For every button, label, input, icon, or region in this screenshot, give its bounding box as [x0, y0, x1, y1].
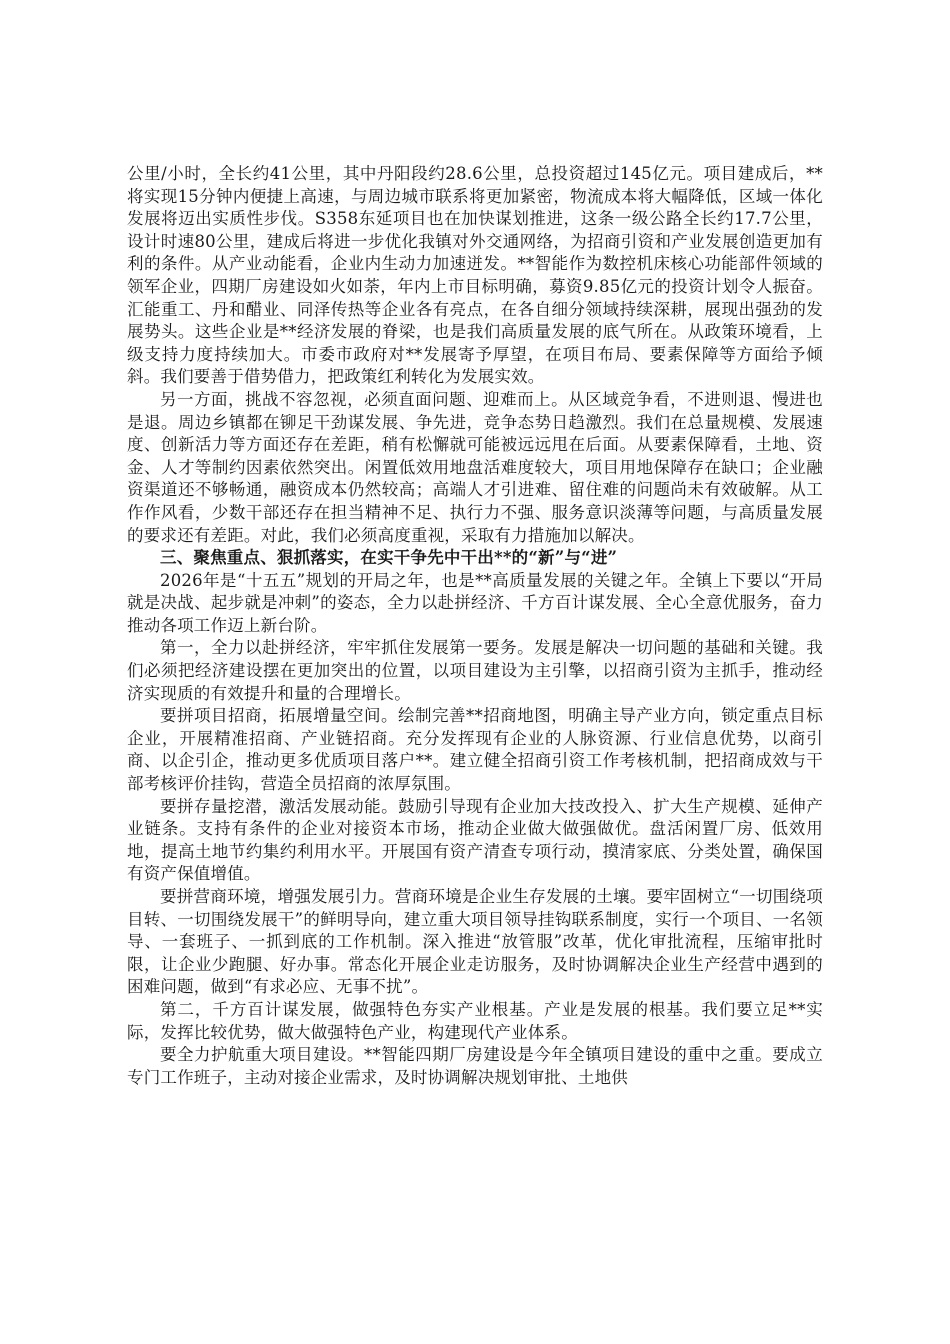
document-body	[127, 163, 823, 1089]
paragraph-project-investment: 要拼项目招商，拓展增量空间。绘制完善**招商地图，明确主导产业方向，锁定重点目标企业，开展精准招商、产业链招商。充分发挥现有企业的人脉资源、行业信息优势，以商引商、以企引企，推动更多优质项目落户**。建立健全招商引资工作考核机制，把招商成效与干部考核评价挂钩，营造全员招商的浓厚氛围。	[127, 706, 823, 794]
paragraph-existing-potential: 要拼存量挖潜，激活发展动能。鼓励引导现有企业加大技改投入、扩大生产规模、延伸产业链条。支持有条件的企业对接资本市场，推动企业做大做强做优。盘活闲置厂房、低效用地，提高土地节约集约利用水平。开展国有资产清查专项行动，摸清家底、分类处置，确保国有资产保值增值。	[127, 796, 823, 884]
paragraph-second-point: 第二，千方百计谋发展，做强特色夯实产业根基。产业是发展的根基。我们要立足**实际，发挥比较优势，做大做强特色产业，构建现代产业体系。	[127, 999, 823, 1042]
paragraph-first-point: 第一，全力以赴拼经济，牢牢抓住发展第一要务。发展是解决一切问题的基础和关键。我们必须把经济建设摆在更加突出的位置，以项目建设为主引擎，以招商引资为主抓手，推动经济实现质的有效提升和量的合理增长。	[127, 638, 823, 703]
paragraph-major-projects: 要全力护航重大项目建设。**智能四期厂房建设是今年全镇项目建设的重中之重。要成立专门工作班子，主动对接企业需求，及时协调解决规划审批、土地供	[127, 1045, 823, 1087]
paragraph-challenges: 另一方面，挑战不容忽视，必须直面问题、迎难而上。从区域竞争看，不进则退、慢进也是退。周边乡镇都在铆足干劲谋发展、争先进，竞争态势日趋激烈。我们在总量规模、发展速度、创新活力等方面还存在差距，稍有松懈就可能被远远甩在后面。从要素保障看，土地、资金、人才等制约因素依然突出。闲置低效用地盘活难度较大，项目用地保障存在缺口；企业融资渠道还不够畅通，融资成本仍然较高；高端人才引进难、留住难的问题尚未有效破解。从工作作风看，少数干部还存在担当精神不足、执行力不强、服务意识淡薄等问题，与高质量发展的要求还有差距。对此，我们必须高度重视，采取有力措施加以解决。	[127, 389, 823, 545]
paragraph-opportunities: 公里/小时，全长约41公里，其中丹阳段约28.6公里，总投资超过145亿元。项目建成后，**将实现15分钟内便捷上高速，与周边城市联系将更加紧密，物流成本将大幅降低，区域一体化发展将迈出实质性步伐。S358东延项目也在加快谋划推进，这条一级公路全长约17.7公里，设计时速80公里，建成后将进一步优化我镇对外交通网络，为招商引资和产业发展创造更加有利的条件。从产业动能看，企业内生动力加速迸发。**智能作为数控机床核心功能部件领域的领军企业，四期厂房建设如火如荼，年内上市目标明确，募资9.85亿元的投资计划令人振奋。汇能重工、丹和醋业、同泽传热等企业各有亮点，在各自细分领域持续深耕，展现出强劲的发展势头。这些企业是**经济发展的脊梁，也是我们高质量发展的底气所在。从政策环境看，上级支持力度持续加大。市委市政府对**发展寄予厚望，在项目布局、要素保障等方面给予倾斜。我们要善于借势借力，把政策红利转化为发展实效。	[127, 164, 823, 387]
paragraph-business-environment: 要拼营商环境，增强发展引力。营商环境是企业生存发展的土壤。要牢固树立“一切围绕项目转、一切围绕发展干”的鲜明导向，建立重大项目领导挂钩联系制度，实行一个项目、一名领导、一套班子、一抓到底的工作机制。深入推进“放管服”改革，优化审批流程，压缩审批时限，让企业少跑腿、好办事。常态化开展企业走访服务，及时协调解决企业生产经营中遇到的困难问题，做到“有求必应、无事不扰”。	[127, 887, 823, 997]
paragraph-2026-intro: 2026年是“十五五”规划的开局之年，也是**高质量发展的关键之年。全镇上下要以“开局就是决战、起步就是冲刺”的姿态，全力以赴拼经济、千方百计谋发展、全心全意优服务，奋力推动各项工作迈上新台阶。	[127, 570, 823, 635]
section-heading-three: 三、聚焦重点、狠抓落实，在实干争先中干出**的“新”与“进”	[160, 548, 618, 568]
